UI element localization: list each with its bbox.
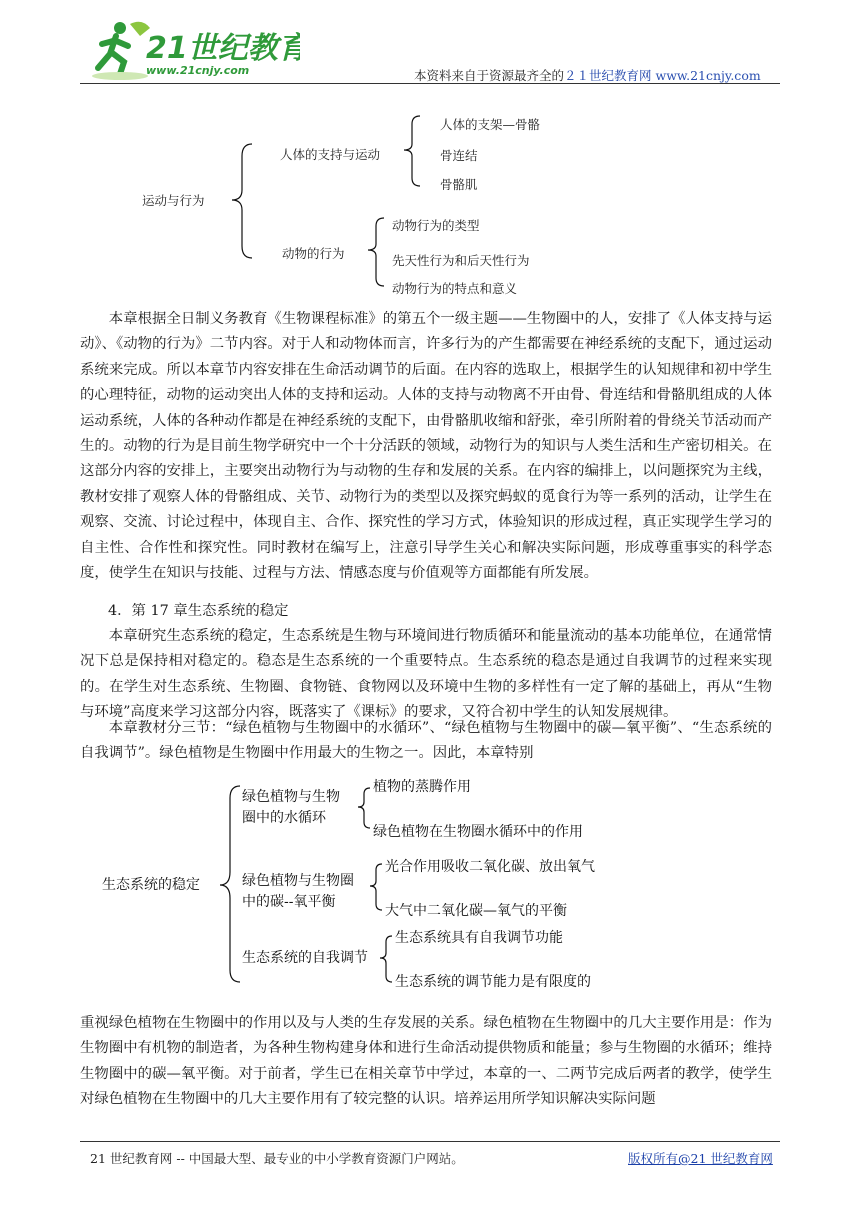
diagram1-leaf: 骨连结 bbox=[440, 148, 478, 163]
diagram1-branch-behavior: 动物的行为 bbox=[282, 246, 345, 261]
header-divider bbox=[80, 83, 780, 84]
svg-text:21世纪教育: 21世纪教育 bbox=[146, 31, 300, 66]
runner-logo-icon bbox=[80, 14, 300, 84]
diagram2-leaf: 大气中二氧化碳—氧气的平衡 bbox=[385, 903, 567, 919]
body-paragraph: 本章根据全日制义务教育《生物课程标准》的第五个一级主题——生物圈中的人，安排了《人体支持与运动》、《动物的行为》二节内容。对于人和动物体而言，许多行为的产生都需要在神经系统的支配下，通过运动系统来完成。所以本章节内容安排在生命活动调节的后面。在内容的选取上，根据学生的认知规律和初中学生的心理特征，动物的运动突出人体的支持和运动。人体的支持与动物离不开由骨、骨连结和骨骼肌组成的人体运动系统，人体的各种动作都是在神经系统的支配下，由骨骼肌收缩和舒张，牵引所附着的骨绕关节活动而产生的。动物的行为是目前生物学研究中一个十分活跃的领域，动物行为的知识与人类生活和生产密切相关。在这部分内容的安排上，主要突出动物行为与动物的生存和发展的关系。在内容的编排上，以问题探究为主线，教材安排了观察人体的骨骼组成、关节、动物行为的类型以及探究蚂蚁的觅食行为等一系列的活动，让学生在观察、交流、讨论过程中，体现自主、合作、探究性的学习方式，体验知识的形成过程，真正实现学生学习的自主性、合作性和探究性。同时教材在编写上，注意引导学生关心和解决实际问题，形成尊重事实的科学态度，使学生在知识与技能、过程与方法、情感态度与价值观等方面都能有所发展。 bbox=[80, 311, 772, 582]
footer-site-description: 21 世纪教育网 -- 中国最大型、最专业的中小学教育资源门户网站。 bbox=[90, 1151, 464, 1166]
diagram1-branch-support: 人体的支持与运动 bbox=[280, 147, 381, 162]
diagram1-root: 运动与行为 bbox=[142, 193, 205, 208]
diagram2-leaf: 生态系统的调节能力是有限度的 bbox=[395, 974, 591, 990]
section-heading: 4．第 17 章生态系统的稳定 bbox=[108, 603, 289, 619]
diagram1-leaf: 动物行为的类型 bbox=[392, 218, 480, 233]
diagram1-leaf: 骨骼肌 bbox=[440, 177, 478, 192]
body-paragraph: 本章教材分三节：“绿色植物与生物圈中的水循环”、“绿色植物与生物圈中的碳—氧平衡”、“生态系统的自我调节”。绿色植物是生物圈中作用最大的生物之一。因此，本章特别 bbox=[80, 720, 772, 762]
diagram2-leaf: 生态系统具有自我调节功能 bbox=[395, 930, 563, 946]
site-logo[interactable] bbox=[80, 14, 300, 84]
footer-divider bbox=[80, 1141, 780, 1142]
diagram2-leaf: 植物的蒸腾作用 bbox=[373, 779, 471, 795]
diagram2-leaf: 光合作用吸收二氧化碳、放出氧气 bbox=[385, 859, 595, 875]
header-url-link[interactable]: www.21cnjy.com bbox=[655, 68, 761, 83]
diagram2-branch-carbon: 绿色植物与生物圈 中的碳--氧平衡 bbox=[242, 873, 354, 910]
diagram2-branch-selfreg: 生态系统的自我调节 bbox=[242, 950, 368, 966]
footer-copyright-link[interactable]: 版权所有@21 世纪教育网 bbox=[628, 1151, 773, 1166]
diagram1-leaf: 先天性行为和后天性行为 bbox=[392, 253, 530, 268]
diagram1-branch1-brace bbox=[398, 114, 428, 188]
diagram1-root-brace bbox=[228, 142, 268, 262]
body-paragraph: 重视绿色植物在生物圈中的作用以及与人类的生存发展的关系。绿色植物在生物圈中的几大主要作用是：作为生物圈中有机物的制造者，为各种生物构建身体和进行生命活动提供物质和能量；参与生物圈的水循环；维持生物圈中的碳—氧平衡。对于前者，学生已在相关章节中学过，本章的一、二两节完成后两者的教学，使学生对绿色植物在生物圈中的几大主要作用有了较完整的认识。培养运用所学知识解决实际问题 bbox=[80, 1015, 772, 1108]
header-source-note: 本资料来自于资源最齐全的２１世纪教育网 www.21cnjy.com bbox=[414, 68, 761, 83]
diagram1-branch2-brace bbox=[362, 216, 392, 290]
body-paragraph: 本章研究生态系统的稳定，生态系统是生物与环境间进行物质循环和能量流动的基本功能单位，在通常情况下总是保持相对稳定的。稳态是生态系统的一个重要特点。生态系统的稳态是通过自我调节的过程来实现的。在学生对生态系统、生物圈、食物链、食物网以及环境中生物的多样性有一定了解的基础上，再从“生物与环境”高度来学习这部分内容，既落实了《课标》的要求，又符合初中学生的认知发展规律。 bbox=[80, 628, 772, 721]
svg-text:www.21cnjy.com: www.21cnjy.com bbox=[146, 64, 250, 77]
diagram2-root: 生态系统的稳定 bbox=[102, 877, 200, 893]
diagram2-branch-water: 绿色植物与生物 圈中的水循环 bbox=[242, 789, 340, 826]
diagram1-leaf: 人体的支架—骨骼 bbox=[440, 117, 541, 132]
diagram2-leaf: 绿色植物在生物圈水循环中的作用 bbox=[373, 824, 583, 840]
diagram1-leaf: 动物行为的特点和意义 bbox=[392, 281, 518, 296]
